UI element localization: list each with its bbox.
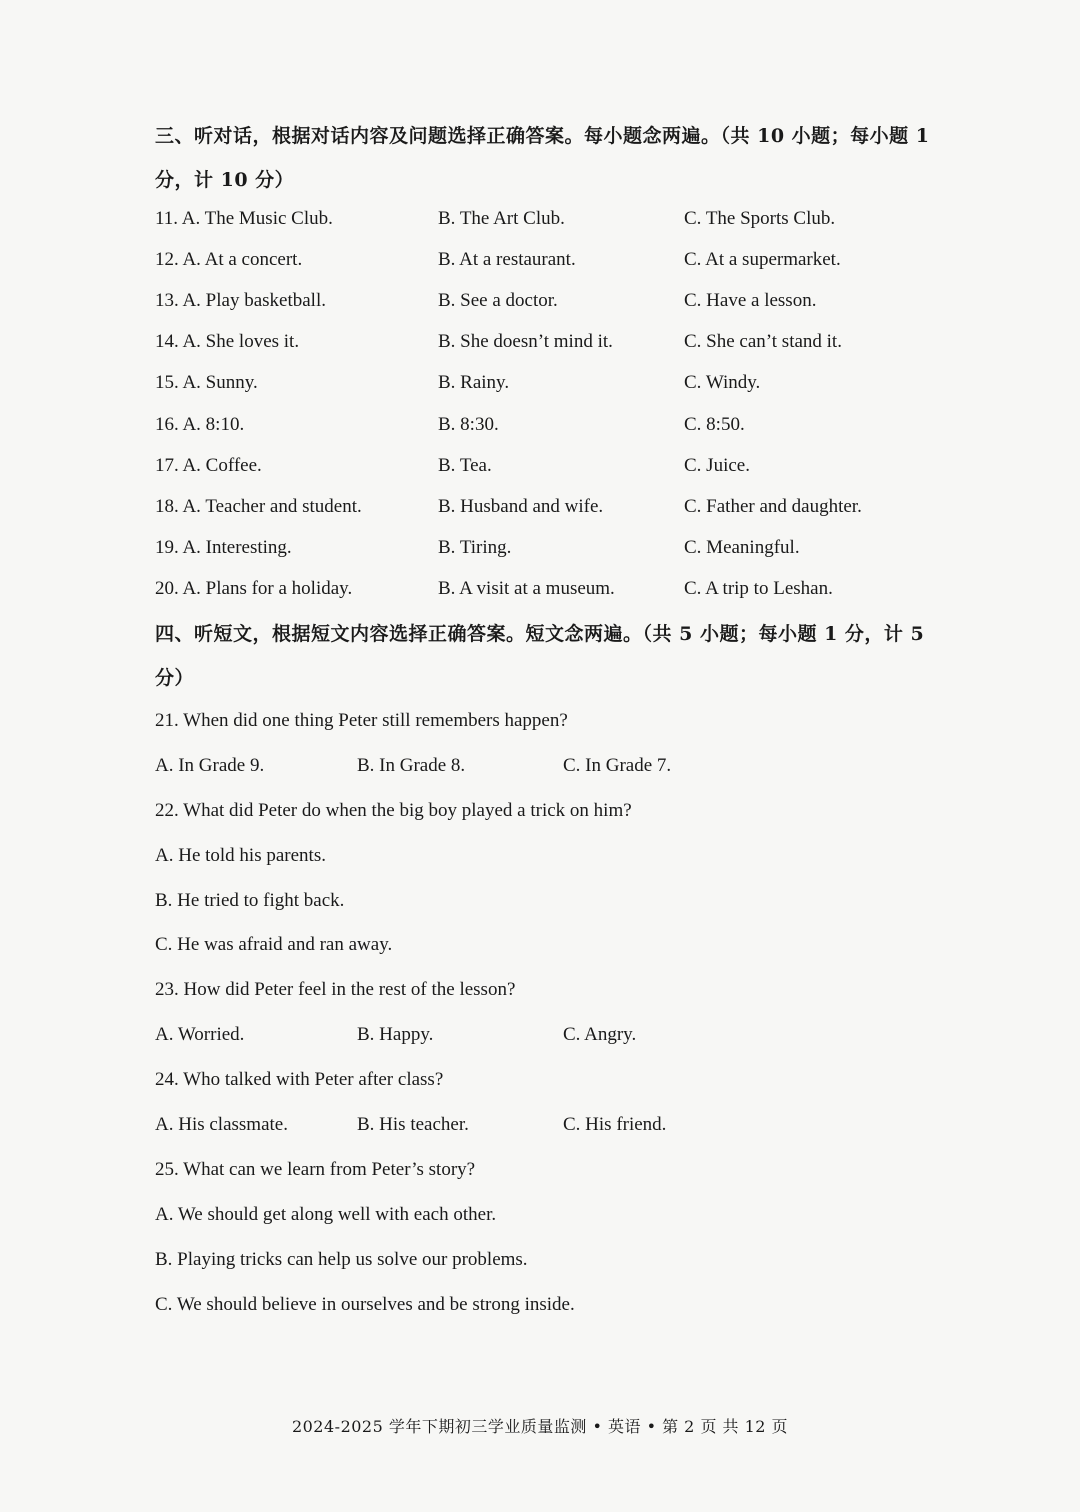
option-22-b: B. He tried to fight back. xyxy=(155,890,345,911)
option-18-c: C. Father and daughter. xyxy=(684,496,862,517)
option-12-a: 12. A. At a concert. xyxy=(155,249,303,270)
option-19-b: B. Tiring. xyxy=(438,537,512,558)
section-4-heading: 四、听短文，根据短文内容选择正确答案。短文念两遍。（共 5 小题；每小题 1 分，计 5 分） xyxy=(155,623,925,689)
question-18-row xyxy=(0,496,1080,526)
option-17-a: 17. A. Coffee. xyxy=(155,455,262,476)
question-19-row xyxy=(0,537,1080,567)
option-13-c: C. Have a lesson. xyxy=(684,290,817,311)
question-16-row xyxy=(0,414,1080,444)
option-15-b: B. Rainy. xyxy=(438,372,510,393)
option-15-c: C. Windy. xyxy=(684,372,761,393)
option-23-a: A. Worried. xyxy=(155,1024,245,1045)
option-22-c: C. He was afraid and ran away. xyxy=(155,934,393,955)
option-16-a: 16. A. 8:10. xyxy=(155,414,245,435)
option-12-b: B. At a restaurant. xyxy=(438,249,576,270)
option-25-c: C. We should believe in ourselves and be strong inside. xyxy=(155,1294,575,1315)
option-17-c: C. Juice. xyxy=(684,455,750,476)
question-12-row xyxy=(0,249,1080,279)
question-24: 24. Who talked with Peter after class? xyxy=(155,1069,444,1090)
option-21-b: B. In Grade 8. xyxy=(357,755,466,776)
option-24-a: A. His classmate. xyxy=(155,1114,288,1135)
option-19-c: C. Meaningful. xyxy=(684,537,800,558)
option-25-a: A. We should get along well with each other. xyxy=(155,1204,497,1225)
option-21-c: C. In Grade 7. xyxy=(563,755,672,776)
question-23: 23. How did Peter feel in the rest of the lesson? xyxy=(155,979,516,1000)
option-24-c: C. His friend. xyxy=(563,1114,667,1135)
question-15-row xyxy=(0,372,1080,402)
option-14-b: B. She doesn’t mind it. xyxy=(438,331,613,352)
option-16-c: C. 8:50. xyxy=(684,414,745,435)
page-footer: 2024-2025 学年下期初三学业质量监测 • 英语 • 第 2 页 共 12 页 xyxy=(291,1417,789,1436)
question-17-row xyxy=(0,455,1080,485)
option-14-c: C. She can’t stand it. xyxy=(684,331,842,352)
option-22-a: A. He told his parents. xyxy=(155,845,326,866)
option-13-b: B. See a doctor. xyxy=(438,290,558,311)
question-13-row xyxy=(0,290,1080,320)
option-20-b: B. A visit at a museum. xyxy=(438,578,615,599)
option-19-a: 19. A. Interesting. xyxy=(155,537,292,558)
section-3-heading: 三、听对话，根据对话内容及问题选择正确答案。每小题念两遍。（共 10 小题；每小题 1 分，计 10 分） xyxy=(155,125,930,191)
option-11-a: 11. A. The Music Club. xyxy=(155,208,333,229)
option-17-b: B. Tea. xyxy=(438,455,492,476)
option-12-c: C. At a supermarket. xyxy=(684,249,841,270)
option-25-b: B. Playing tricks can help us solve our problems. xyxy=(155,1249,528,1270)
question-11-row xyxy=(0,208,1080,238)
option-23-c: C. Angry. xyxy=(563,1024,637,1045)
option-23-b: B. Happy. xyxy=(357,1024,434,1045)
question-14-row xyxy=(0,331,1080,361)
option-14-a: 14. A. She loves it. xyxy=(155,331,300,352)
question-21: 21. When did one thing Peter still remembers happen? xyxy=(155,710,568,731)
question-22: 22. What did Peter do when the big boy played a trick on him? xyxy=(155,800,632,821)
option-21-a: A. In Grade 9. xyxy=(155,755,265,776)
option-20-a: 20. A. Plans for a holiday. xyxy=(155,578,353,599)
question-25: 25. What can we learn from Peter’s story? xyxy=(155,1159,476,1180)
option-20-c: C. A trip to Leshan. xyxy=(684,578,833,599)
option-18-b: B. Husband and wife. xyxy=(438,496,604,517)
option-11-b: B. The Art Club. xyxy=(438,208,565,229)
option-15-a: 15. A. Sunny. xyxy=(155,372,258,393)
option-13-a: 13. A. Play basketball. xyxy=(155,290,326,311)
question-20-row xyxy=(0,578,1080,608)
option-11-c: C. The Sports Club. xyxy=(684,208,836,229)
option-24-b: B. His teacher. xyxy=(357,1114,469,1135)
option-18-a: 18. A. Teacher and student. xyxy=(155,496,362,517)
option-16-b: B. 8:30. xyxy=(438,414,499,435)
